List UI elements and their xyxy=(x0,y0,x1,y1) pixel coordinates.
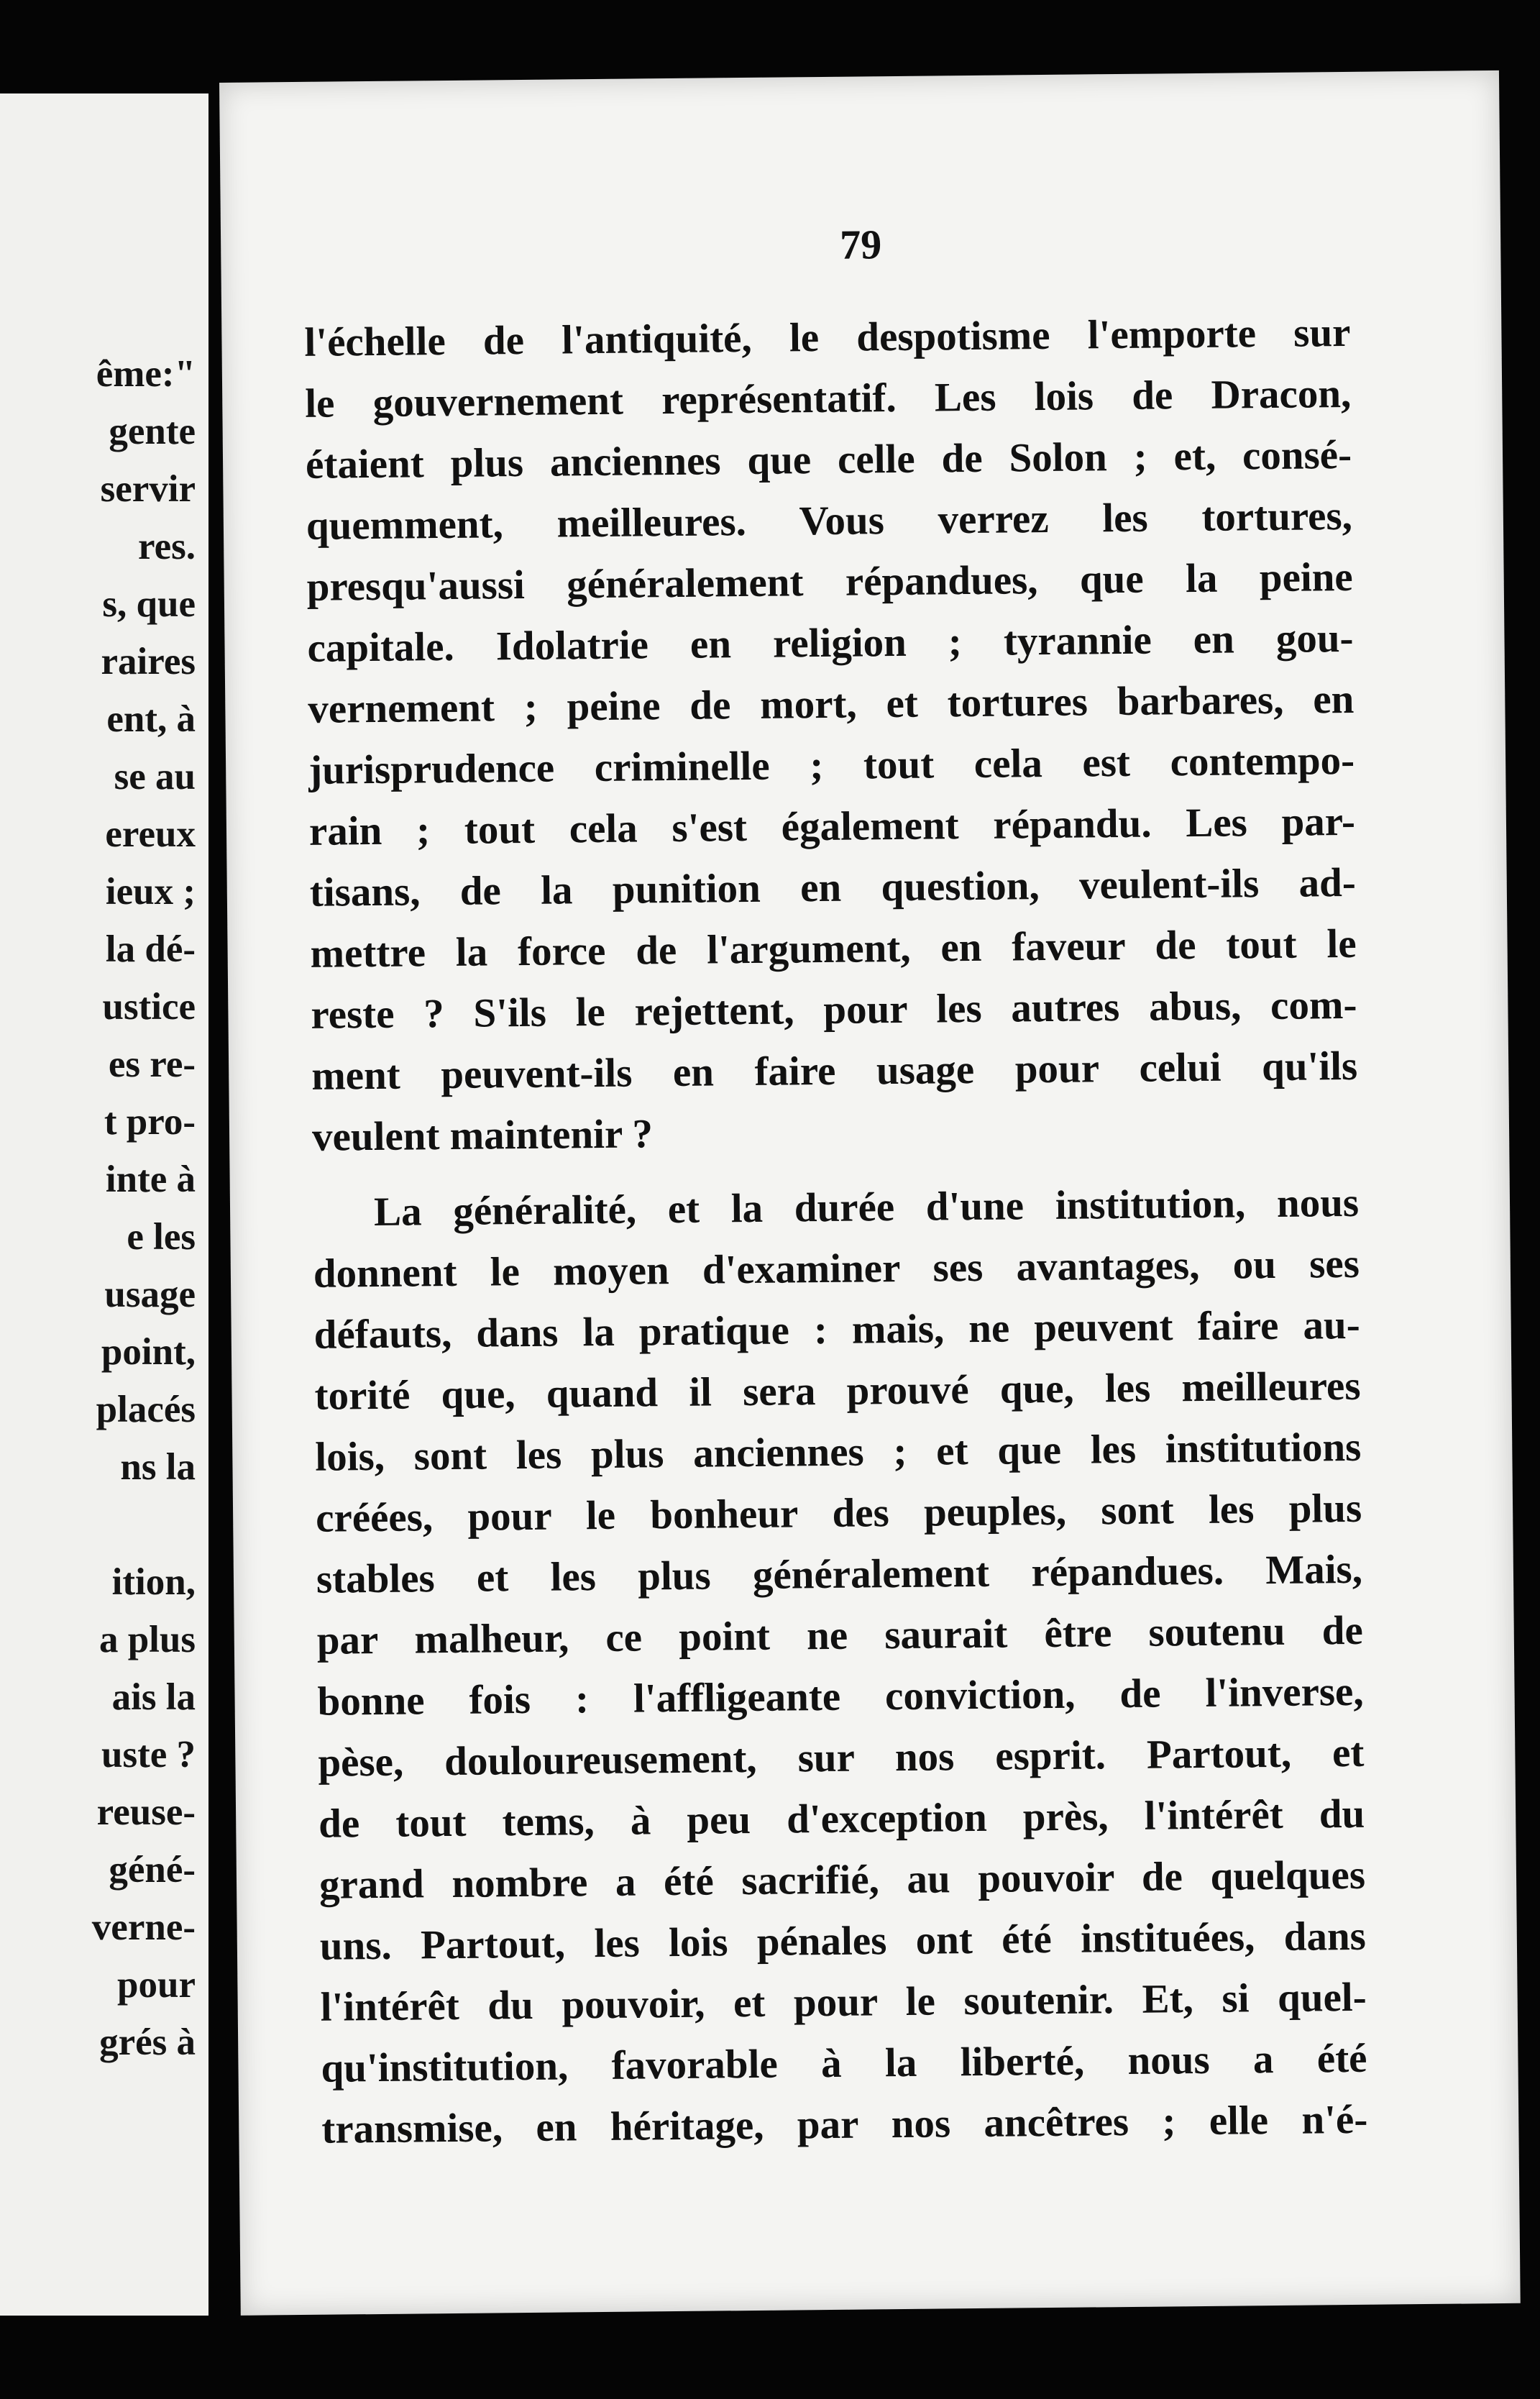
page-body xyxy=(304,302,1368,2160)
text-line: l'intérêt du pouvoir, et pour le soutenir. Et, si quel- xyxy=(320,1974,1367,2030)
text-line: transmise, en héritage, par nos ancêtres ; elle n'é- xyxy=(321,2096,1368,2152)
paragraph xyxy=(313,1172,1368,2160)
text-line: pèse, douloureusement, sur nos esprit. Partout, et xyxy=(318,1729,1365,1786)
text-line: reste ? S'ils le rejettent, pour les autres abus, com- xyxy=(311,982,1357,1038)
text-line: ment peuvent-ils en faire usage pour celui qu'ils xyxy=(311,1043,1358,1099)
right-page xyxy=(219,70,1521,2316)
left-page-line: point, xyxy=(101,1331,196,1373)
text-line: étaient plus anciennes que celle de Solon ; et, consé- xyxy=(305,431,1352,488)
left-page-fragment xyxy=(0,93,208,2316)
text-line: jurisprudence criminelle ; tout cela est contempo- xyxy=(308,737,1355,793)
text-line: par malheur, ce point ne saurait être soutenu de xyxy=(316,1607,1364,1663)
left-page-line: verne- xyxy=(91,1906,196,1948)
left-page-line: la dé- xyxy=(105,928,196,970)
left-page-line: reuse- xyxy=(96,1791,196,1833)
text-line: capitale. Idolatrie en religion ; tyrannie en gou- xyxy=(307,615,1354,671)
text-line: La généralité, et la durée d'une institution, nous xyxy=(373,1179,1360,1235)
left-page-line: a plus xyxy=(98,1619,196,1660)
left-page-line: ais la xyxy=(111,1676,196,1718)
left-page-line: inte à xyxy=(105,1159,196,1200)
text-line: lois, sont les plus anciennes ; et que les institutions xyxy=(315,1424,1362,1480)
text-line: vernement ; peine de mort, et tortures barbares, en xyxy=(308,676,1355,732)
page-number: 79 xyxy=(839,221,882,268)
left-page-line: ustice xyxy=(102,986,196,1028)
left-page-line: se au xyxy=(114,756,196,798)
text-line: uns. Partout, les lois pénales ont été instituées, dans xyxy=(319,1913,1367,1969)
left-page-line: ent, à xyxy=(106,698,196,740)
left-page-line: res. xyxy=(138,526,196,567)
left-page-line: ns la xyxy=(120,1446,196,1488)
text-line: presqu'aussi généralement répandues, que la peine xyxy=(306,554,1353,610)
text-line: mettre la force de l'argument, en faveur de tout le xyxy=(310,920,1357,977)
left-page-line: pour xyxy=(117,1964,196,2006)
text-line: l'échelle de l'antiquité, le despotisme l'emporte sur xyxy=(304,309,1351,365)
paragraph xyxy=(304,302,1358,1168)
text-line: grand nombre a été sacrifié, au pouvoir de quelques xyxy=(318,1852,1366,1908)
text-line: veulent maintenir ? xyxy=(311,1111,654,1160)
left-page-line: es re- xyxy=(108,1043,196,1085)
left-page-line: servir xyxy=(100,468,196,510)
left-page-line: ition, xyxy=(111,1561,196,1603)
left-page-line: e les xyxy=(127,1216,196,1258)
text-line: qu'institution, favorable à la liberté, nous a été xyxy=(321,2035,1367,2091)
text-line: donnent le moyen d'examiner ses avantages, ou ses xyxy=(313,1240,1360,1297)
left-page-line: grés à xyxy=(99,2021,196,2063)
text-line: créées, pour le bonheur des peuples, sont les plus xyxy=(315,1485,1362,1541)
left-page-line: placés xyxy=(96,1389,196,1430)
left-page-line: gente xyxy=(109,411,196,452)
left-page-line: uste ? xyxy=(101,1734,196,1776)
left-page-line: géné- xyxy=(109,1849,196,1891)
left-page-line: t pro- xyxy=(104,1101,196,1143)
text-line: défauts, dans la pratique : mais, ne peuvent faire au- xyxy=(313,1302,1360,1358)
left-page-line: ieux ; xyxy=(105,871,196,913)
text-line: de tout tems, à peu d'exception près, l'intérêt du xyxy=(318,1791,1365,1847)
left-page-line: ereux xyxy=(105,813,196,855)
text-line: tisans, de la punition en question, veulent-ils ad- xyxy=(309,859,1357,915)
text-line: le gouvernement représentatif. Les lois de Dracon, xyxy=(304,370,1352,426)
text-line: quemment, meilleures. Vous verrez les tortures, xyxy=(306,493,1353,549)
text-line: bonne fois : l'affligeante conviction, de l'inverse, xyxy=(317,1668,1364,1724)
left-page-line: raires xyxy=(101,641,196,682)
text-line: torité que, quand il sera prouvé que, les meilleures xyxy=(314,1363,1361,1419)
text-line: rain ; tout cela s'est également répandu. Les par- xyxy=(308,798,1356,854)
text-line: stables et les plus généralement répandues. Mais, xyxy=(316,1546,1363,1602)
left-page-line: ême:" xyxy=(96,353,196,395)
left-page-line: usage xyxy=(104,1274,196,1315)
left-page-line: s, que xyxy=(102,583,196,625)
